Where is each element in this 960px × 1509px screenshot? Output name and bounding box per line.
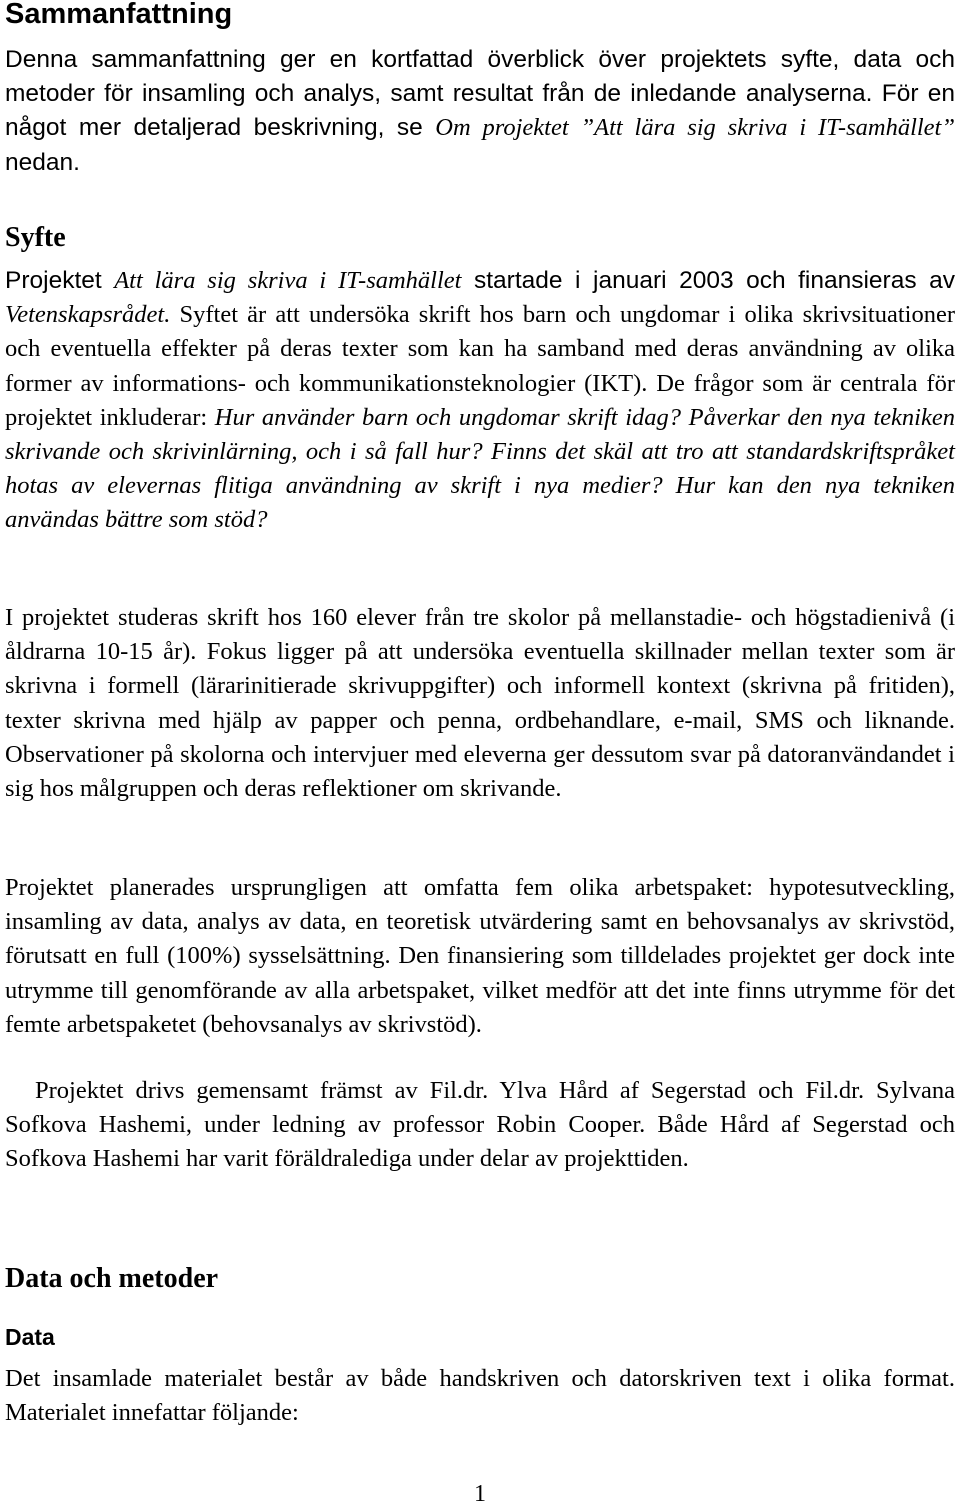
heading-data-och-metoder: Data och metoder	[5, 1263, 219, 1294]
funder-name: Vetenskapsrådet.	[5, 301, 171, 329]
heading-sammanfattning: Sammanfattning	[5, 0, 233, 30]
syfte-text-3: Syftet är att undersöka skrift hos barn och ungdomar i olika skrivsituationer och eventuella effekter på deras texter som kan ha samband med deras användning av olika former av informations- och kommunikationsteknologier (IKT). De frågor som är centrala för projektet inkluderar:	[5, 301, 955, 431]
syfte-text-1: Projektet	[5, 267, 115, 294]
planerades-paragraph: Projektet planerades ursprungligen att omfatta fem olika arbetspaket: hypotesutveckling, insamling av data, analys av data, en teoretisk utvärdering samt en behovsanalys av skrivstöd, förutsatt en full (100%) sysselsättning. Den finansiering som tilldelades projektet ger dock inte utrymme till genomförande av alla arbetspaket, vilket medför att det inte finns utrymme för det femte arbetspaketet (behovsanalys av skrivstöd).	[5, 874, 955, 1038]
research-questions: Hur använder barn och ungdomar skrift idag? Påverkar den nya tekniken skrivande och skrivinlärning, och i så fall hur? Finns det skäl att tro att standardskriftspråket hotas av elevernas flitiga användning av skrift i nya medier? Hur kan den nya tekniken användas bättre som stöd?	[5, 403, 955, 534]
page-number: 1	[474, 1481, 486, 1507]
drivs-paragraph	[5, 1074, 955, 1177]
data-paragraph: Det insamlade materialet består av både handskriven och datorskriven text i olika format. Materialet innefattar följande:	[5, 1365, 955, 1427]
intro-reference: Om projektet ”Att lära sig skriva i IT-samhället”	[435, 114, 955, 142]
intro-text: Denna sammanfattning ger en kortfattad överblick över projektets syfte, data och metoder för insamling och analys, samt resultat från de inledande analyserna. För en något mer detaljerad beskrivning, se	[5, 46, 955, 142]
intro-text-end: nedan.	[5, 148, 80, 176]
project-title: Att lära sig skriva i IT-samhället	[114, 267, 462, 294]
syfte-text-2: startade i januari 2003 och finansieras av	[461, 267, 955, 294]
drivs-text: Projektet drivs gemensamt främst av Fil.dr. Ylva Hård af Segerstad och Fil.dr. Sylvana Sofkova Hashemi, under ledning av professor Robin Cooper. Både Hård af Segerstad och Sofkova Hashemi har varit föräldralediga under delar av projekttiden.	[5, 1077, 955, 1173]
heading-data: Data	[5, 1324, 55, 1350]
studeras-paragraph: I projektet studeras skrift hos 160 elever från tre skolor på mellanstadie- och högstadienivå (i åldrarna 10-15 år). Fokus ligger på att undersöka eventuella skillnader mellan texter som är skrivna i formell (lärarinitierade skrivuppgifter) och informell kontext (skrivna på fritiden), texter skrivna med hjälp av papper och penna, ordbehandlare, e-mail, SMS och liknande. Observationer på skolorna och intervjuer med eleverna ger dessutom svar på datoranvändandet i sig hos målgruppen och deras reflektioner om skrivande.	[5, 604, 955, 803]
intro-paragraph	[5, 43, 955, 180]
syfte-paragraph	[5, 264, 955, 538]
heading-syfte: Syfte	[5, 222, 66, 253]
